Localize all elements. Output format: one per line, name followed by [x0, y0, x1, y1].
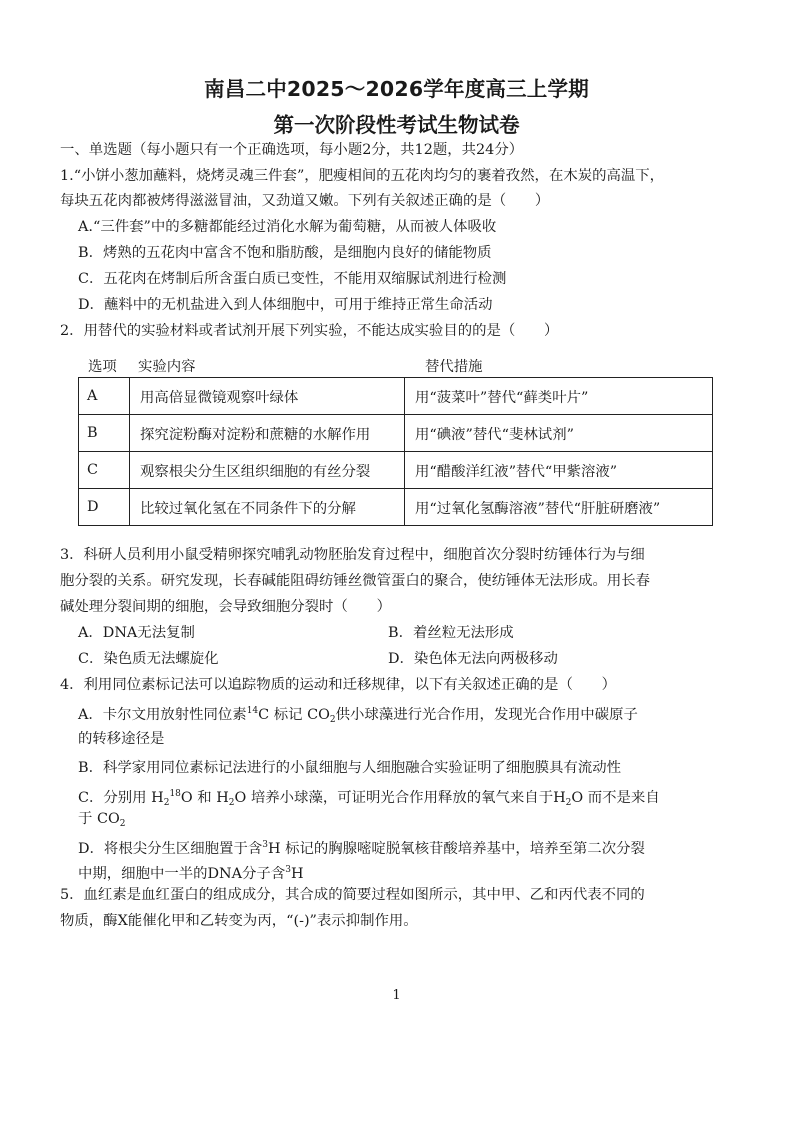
- table-header-option: 选项: [88, 359, 117, 375]
- q4-stem: 4．利用同位素标记法可以追踪物质的运动和迁移规律，以下有关叙述正确的是（ ）: [60, 677, 617, 693]
- page-number: 1: [392, 988, 401, 1003]
- q4-option-d: D．将根尖分生区细胞置于含$^3$H 标记的胸腺嘧啶脱氧核苷酸培养基中，培养至第二次分裂: [78, 840, 645, 857]
- q2-table: [78, 377, 713, 526]
- q1-stem-line2: 每块五花肉都被烤得滋滋冒油，又劲道又嫩。下列有关叙述正确的是（ ）: [60, 193, 550, 209]
- table-header-content: 实验内容: [138, 359, 196, 375]
- q4-option-a: A．卡尔文用放射性同位素$^{14}$C 标记 $CO_2$供小球藻进行光合作用，发现光合作用中碳原子: [78, 706, 638, 725]
- q4-option-c-line2: 于 $CO_2$: [78, 811, 126, 829]
- section-heading: 一、单选题（每小题只有一个正确选项，每小题2分，共12题，共24分）: [60, 142, 524, 158]
- table-row: [79, 378, 713, 415]
- table-cell-option: D: [79, 489, 130, 526]
- q1-option-b: B．烤熟的五花肉中富含不饱和脂肪酸，是细胞内良好的储能物质: [78, 245, 492, 261]
- q3-option-b: B．着丝粒无法形成: [388, 625, 514, 641]
- q4-option-b: B．科学家用同位素标记法进行的小鼠细胞与人细胞融合实验证明了细胞膜具有流动性: [78, 760, 622, 776]
- q4-option-a-line2: 的转移途径是: [78, 731, 165, 747]
- q3-stem-line3: 碱处理分裂间期的细胞，会导致细胞分裂时（ ）: [60, 599, 391, 615]
- table-row: [79, 489, 713, 526]
- q1-option-a: A.“三件套”中的多糖都能经过消化水解为葡萄糖，从而被人体吸收: [78, 219, 497, 235]
- q3-option-a: A．DNA无法复制: [78, 625, 195, 641]
- q3-stem-line1: 3．科研人员利用小鼠受精卵探究哺乳动物胚胎发育过程中，细胞首次分裂时纺锤体行为与细: [60, 547, 645, 563]
- table-cell-content: 观察根尖分生区组织细胞的有丝分裂: [130, 452, 405, 489]
- q5-stem-line1: 5．血红素是血红蛋白的组成成分，其合成的简要过程如图所示，其中甲、乙和丙代表不同的: [60, 887, 645, 903]
- q2-stem: 2．用替代的实验材料或者试剂开展下列实验，不能达成实验目的的是（ ）: [60, 323, 559, 339]
- table-header-substitute: 替代措施: [425, 359, 483, 375]
- q5-stem-line2: 物质，酶X能催化甲和乙转变为丙，“(-)”表示抑制作用。: [60, 913, 418, 929]
- table-row: [79, 452, 713, 489]
- table-cell-substitute: 用“醋酸洋红液”替代“甲紫溶液”: [405, 452, 713, 489]
- exam-title: 南昌二中2025～2026学年度高三上学期: [204, 77, 589, 101]
- q4-option-c: C．分别用 $H_2^{18}O$ 和 $H_2O$ 培养小球藻，可证明光合作用释放的氧气来自于$H_2O$ 而不是来自: [78, 789, 660, 808]
- q1-option-d: D．蘸料中的无机盐进入到人体细胞中，可用于维持正常生命活动: [78, 297, 493, 313]
- q3-stem-line2: 胞分裂的关系。研究发现，长春碱能阻碍纺锤丝微管蛋白的聚合，使纺锤体无法形成。用长春: [60, 573, 651, 589]
- table-row: [79, 415, 713, 452]
- table-cell-option: C: [79, 452, 130, 489]
- exam-subtitle: 第一次阶段性考试生物试卷: [273, 113, 520, 137]
- q3-option-d: D．染色体无法向两极移动: [388, 651, 558, 667]
- table-cell-option: B: [79, 415, 130, 452]
- q1-stem-line1: 1.“小饼小葱加蘸料，烧烤灵魂三件套”，肥瘦相间的五花肉均匀的裹着孜然，在木炭的高温下，: [60, 168, 665, 184]
- table-cell-option: A: [79, 378, 130, 415]
- q4-option-d-line2: 中期，细胞中一半的DNA分子含$^3$H: [78, 865, 304, 882]
- q3-option-c: C．染色质无法螺旋化: [78, 651, 219, 667]
- table-cell-substitute: 用“菠菜叶”替代“藓类叶片”: [405, 378, 713, 415]
- table-cell-content: 比较过氧化氢在不同条件下的分解: [130, 489, 405, 526]
- table-cell-substitute: 用“碘液”替代“斐林试剂”: [405, 415, 713, 452]
- table-cell-content: 用高倍显微镜观察叶绿体: [130, 378, 405, 415]
- table-cell-content: 探究淀粉酶对淀粉和蔗糖的水解作用: [130, 415, 405, 452]
- table-cell-substitute: 用“过氧化氢酶溶液”替代“肝脏研磨液”: [405, 489, 713, 526]
- q1-option-c: C．五花肉在烤制后所含蛋白质已变性，不能用双缩脲试剂进行检测: [78, 271, 507, 287]
